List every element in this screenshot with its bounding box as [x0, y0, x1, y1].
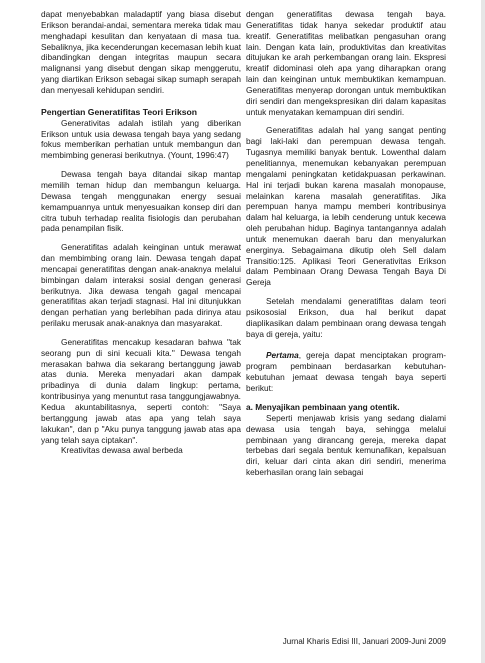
paragraph: Generatifitas adalah keinginan untuk merawat dan membimbing orang lain. Dewasa tengah dapat mencapai generatifitas dengan anak-anaknya melalui bimbingan dalam interaksi sosial dengan generasi berikutnya. Jika dewasa tengah gagal mencapai generatifitas akan terjadi stagnasi. Hal ini ditunjukkan dengan perhatian yang berlebihan pada dirinya atau perilaku merusak anak-anaknya dan masyarakat. [41, 242, 241, 329]
sub-heading: a. Menyajikan pembinaan yang otentik. [246, 401, 400, 412]
paragraph-text: , gereja dapat menciptakan program-program pembinaan berdasarkan kebutuhan-kebutuhan jemaat dewasa tengah baya seperti berikut: [246, 350, 446, 393]
paragraph: dengan generatifitas dewasa tengah baya. Generatifitas tidak hanya sekedar produktif atau kreatif. Generatifitas melibatkan pengasuhan orang lain. Dengan kata lain, produktivitas dan kreativitas ditujukan ke arah perkembangan orang lain. Ekspresi kreatif didominasi oleh apa yang diharapkan orang lain dan keinginan untuk membuktikan kemampuan. Generatifitas menyerap dorongan untuk membuktikan diri sendiri dan mengekspresikan diri dalam kapasitas untuk menyatakan kemampuan diri sendiri. [246, 9, 446, 117]
paragraph: Seperti menjawab krisis yang sedang dialami dewasa usia tengah baya, sehingga melalui pembinaan yang dirancang gereja, mereka dapat terbebas dari segala bentuk kemunafikan, kepalsuan diri, keluar dari cinta akan diri sendiri, menerima keberhasilan orang lain sebagai [246, 412, 446, 478]
page-edge [481, 0, 485, 663]
page-footer: Jurnal Kharis Edisi III, Januari 2009-Juni 2009 [282, 637, 446, 646]
right-column [246, 9, 446, 478]
section-heading: Pengertian Generatifitas Teori Erikson [41, 106, 198, 117]
paragraph [246, 350, 446, 393]
paragraph: Generativitas adalah istilah yang diberikan Erikson untuk usia dewasa tengah baya yang sedang fokus memberikan perhatian untuk membangun dan membimbing generasi berikutnya. (Yount, 1996:47) [41, 117, 241, 161]
left-column [41, 9, 241, 456]
paragraph: dapat menyebabkan maladaptif yang biasa disebut Erikson berandai-andai, sementara mereka tidak mau menghadapi kesulitan dan kenyataan di masa tua. Sebaliknya, jika kecenderungan kecemasan lebih kuat dibandingkan dengan integritas maupun secara malignansi yang disebut dengan sikap menggerutu, yang diartikan Erikson sebagai sikap sumaph serapah dan menyesali kehidupan sendiri. [41, 9, 241, 95]
paragraph: Kreativitas dewasa awal berbeda [61, 445, 183, 456]
emphasis: Pertama [266, 350, 299, 361]
paragraph: Setelah mendalami generatifitas dalam teori psikososial Erikson, dua hal berikut dapat diaplikasikan dalam pembinaan orang dewasa tengah baya di gereja, yaitu: [246, 296, 446, 339]
paragraph: Dewasa tengah baya ditandai sikap mantap memilih teman hidup dan membangun keluarga. Dewasa tengah menggunakan energy sesuai kemampuannya untuk menyesuaikan konsep diri dan citra tubuh terhadap realita fisiologis dan perubahan pada penampilan fisik. [41, 169, 241, 234]
paragraph: Generatifitas adalah hal yang sangat penting bagi laki-laki dan perempuan dewasa tengah. Tugasnya memiliki banyak bentuk. Lowenthal dalam penelitiannya, menemukan kebanyakan perempuan mengalami peningkatan ketidakpuasan perkawinan. Hal ini terjadi bukan karena masalah monopause, melainkan karena masalah generatifitas. Jika perempuan hanya mampu memberi kontribusinya dalam hal keluarga, ia lebih cenderung untuk kecewa oleh perubahan hidup. Baginya tantangannya adalah untuk menemukan daerah baru dan menyalurkan energinya. Sebagaimana dikutip oleh Sell dalam Transitio:125. Aplikasi Teori Generativitas Erikson dalam Pembinaan Orang Dewasa Tengah Baya Di Gereja [246, 125, 446, 288]
paragraph: Generatifitas mencakup kesadaran bahwa "tak seorang pun di sini kecuali kita." Dewasa tengah merasakan bahwa dia sekarang bertanggung jawab atas dunia. Mereka menyadari akan dampak pribadinya di dunia dalam lingkup: pertama, kontribusinya yang menuntut rasa tanggungjawabnya. Kedua akuntabilitasnya, seperti contoh: "Saya bertanggung jawab atas apa yang telah saya lakukan", dan p "Aku punya tanggung jawab atas apa yang telah saya ciptakan". [41, 336, 241, 445]
